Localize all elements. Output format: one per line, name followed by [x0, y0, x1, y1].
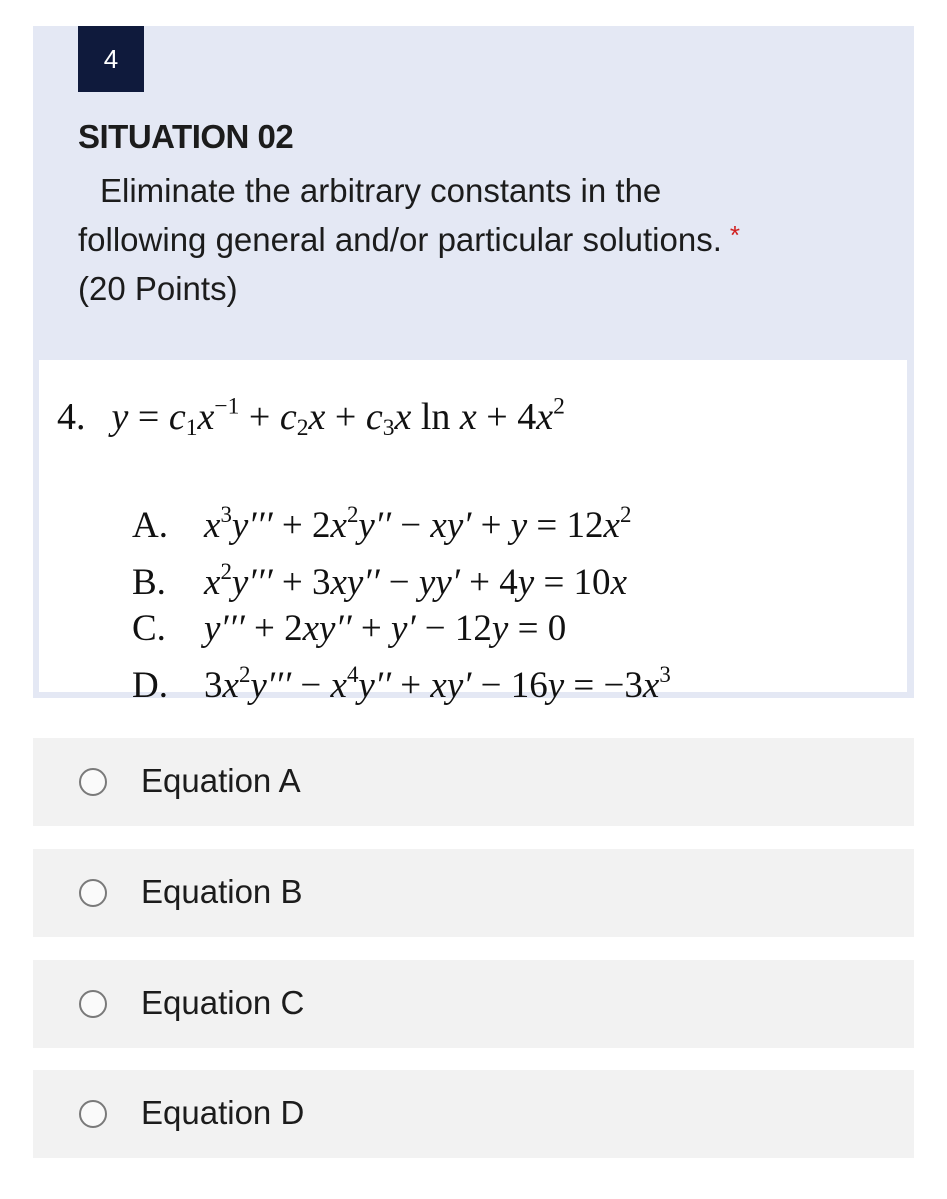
question-heading: SITUATION 02	[78, 118, 294, 155]
question-card	[33, 26, 914, 706]
choice-c-letter: C.	[132, 607, 166, 649]
choice-b-letter: B.	[132, 561, 166, 603]
option-equation-b[interactable]	[33, 849, 914, 937]
option-label-b: Equation B	[141, 873, 303, 910]
choice-a-letter: A.	[132, 504, 168, 546]
question-text-line-2-content: following general and/or particular solutions.	[78, 221, 722, 258]
option-equation-a[interactable]	[33, 738, 914, 826]
option-equation-d[interactable]	[33, 1070, 914, 1158]
radio-button-c[interactable]	[79, 990, 107, 1018]
option-equation-c[interactable]	[33, 960, 914, 1048]
problem-choices	[132, 492, 671, 709]
radio-button-d[interactable]	[79, 1100, 107, 1128]
question-text-line-1: Eliminate the arbitrary constants in the	[100, 172, 662, 209]
radio-button-b[interactable]	[79, 879, 107, 907]
option-label-c: Equation C	[141, 984, 305, 1021]
option-label-d: Equation D	[141, 1094, 305, 1131]
choice-b: B. $x^2y''' + 3xy'' - yy' + 4y = 10x$	[132, 549, 671, 606]
option-label-a: Equation A	[141, 762, 301, 799]
choice-d-letter: D.	[132, 664, 168, 706]
required-indicator: *	[729, 220, 740, 250]
question-text	[78, 166, 858, 313]
question-number-badge: 4	[78, 26, 144, 92]
problem-item-number: 4.	[57, 396, 86, 439]
question-text-line-2	[78, 215, 858, 264]
choice-d: D. $3x^2y''' - x^4y'' + xy' - 16y = -3x^3$	[132, 652, 671, 709]
problem-equation: 4. $y = c_1x^{-1} + c_2x + c_3x$ $\ln x + 4x^2$	[57, 394, 565, 442]
choice-a: A. $x^3y''' + 2x^2y'' - xy' + y = 12x^2$	[132, 492, 671, 549]
question-points: (20 Points)	[78, 270, 238, 307]
radio-button-a[interactable]	[79, 768, 107, 796]
problem-image	[39, 360, 907, 706]
choice-c: C. y′′′ + 2xy′′ + y′ − 12y = 0	[132, 606, 671, 652]
